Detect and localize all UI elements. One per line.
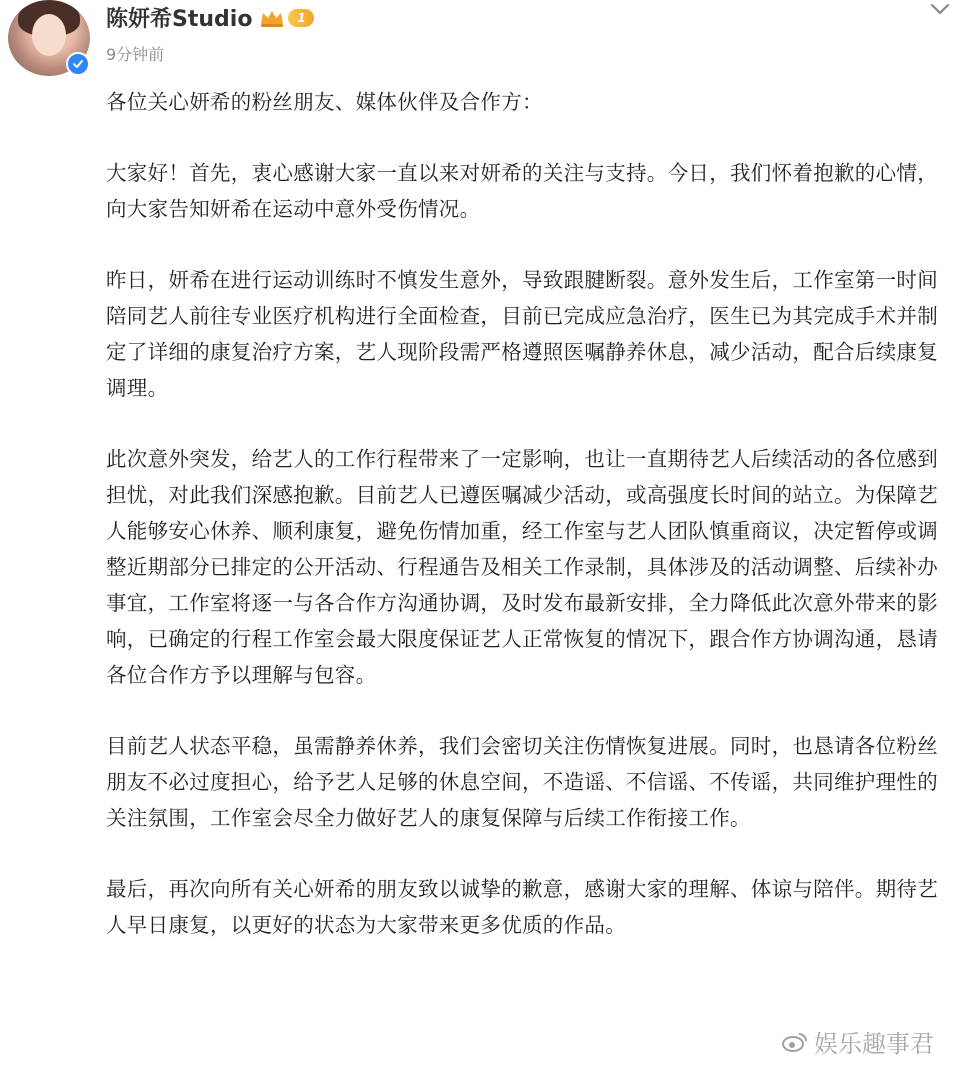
weibo-logo-icon — [782, 1031, 808, 1053]
post-content — [106, 84, 956, 978]
post-paragraph: 大家好！首先，衷心感谢大家一直以来对妍希的关注与支持。今日，我们怀着抱歉的心情，向大家告知妍希在运动中意外受伤情况。 — [106, 161, 938, 221]
avatar-face — [32, 14, 66, 56]
verified-check-icon — [66, 52, 90, 76]
vip-crown-icon — [258, 8, 286, 28]
post-paragraph: 昨日，妍希在进行运动训练时不慎发生意外，导致跟腱断裂。意外发生后，工作室第一时间陪同艺人前往专业医疗机构进行全面检查，目前已完成应急治疗，医生已为其完成手术并制定了详细的康复治疗方案，艺人现阶段需严格遵照医嘱静养休息，减少活动，配合后续康复调理。 — [106, 268, 938, 400]
post-paragraph: 目前艺人状态平稳，虽需静养休养，我们会密切关注伤情恢复进展。同时，也恳请各位粉丝朋友不必过度担心，给予艺人足够的休息空间，不造谣、不信谣、不传谣，共同维护理性的关注氛围，工作室会尽全力做好艺人的康复保障与后续工作衔接工作。 — [106, 734, 938, 830]
author-name-row — [106, 2, 314, 33]
vip-badge[interactable] — [258, 8, 314, 28]
watermark-text: 娱乐趣事君 — [814, 1030, 934, 1058]
watermark — [782, 1024, 934, 1059]
post-paragraph: 各位关心妍希的粉丝朋友、媒体伙伴及合作方： — [106, 90, 543, 114]
post-paragraph: 此次意外突发，给艺人的工作行程带来了一定影响，也让一直期待艺人后续活动的各位感到担忧，对此我们深感抱歉。目前艺人已遵医嘱减少活动，或高强度长时间的站立。为保障艺人能够安心休养、顺利康复，避免伤情加重，经工作室与艺人团队慎重商议，决定暂停或调整近期部分已排定的公开活动、行程通告及相关工作录制，具体涉及的活动调整、后续补办事宜，工作室将逐一与各合作方沟通协调，及时发布最新安排，全力降低此次意外带来的影响，已确定的行程工作室会最大限度保证艺人正常恢复的情况下，跟合作方协调沟通，恳请各位合作方予以理解与包容。 — [106, 447, 938, 687]
post-paragraph: 最后，再次向所有关心妍希的朋友致以诚挚的歉意，感谢大家的理解、体谅与陪伴。期待艺人早日康复，以更好的状态为大家带来更多优质的作品。 — [106, 877, 938, 937]
author-name[interactable]: 陈妍希Studio — [106, 7, 253, 32]
chevron-down-icon[interactable] — [928, 0, 952, 20]
post-time[interactable]: 9分钟前 — [106, 45, 165, 64]
vip-level: 1 — [288, 9, 314, 27]
